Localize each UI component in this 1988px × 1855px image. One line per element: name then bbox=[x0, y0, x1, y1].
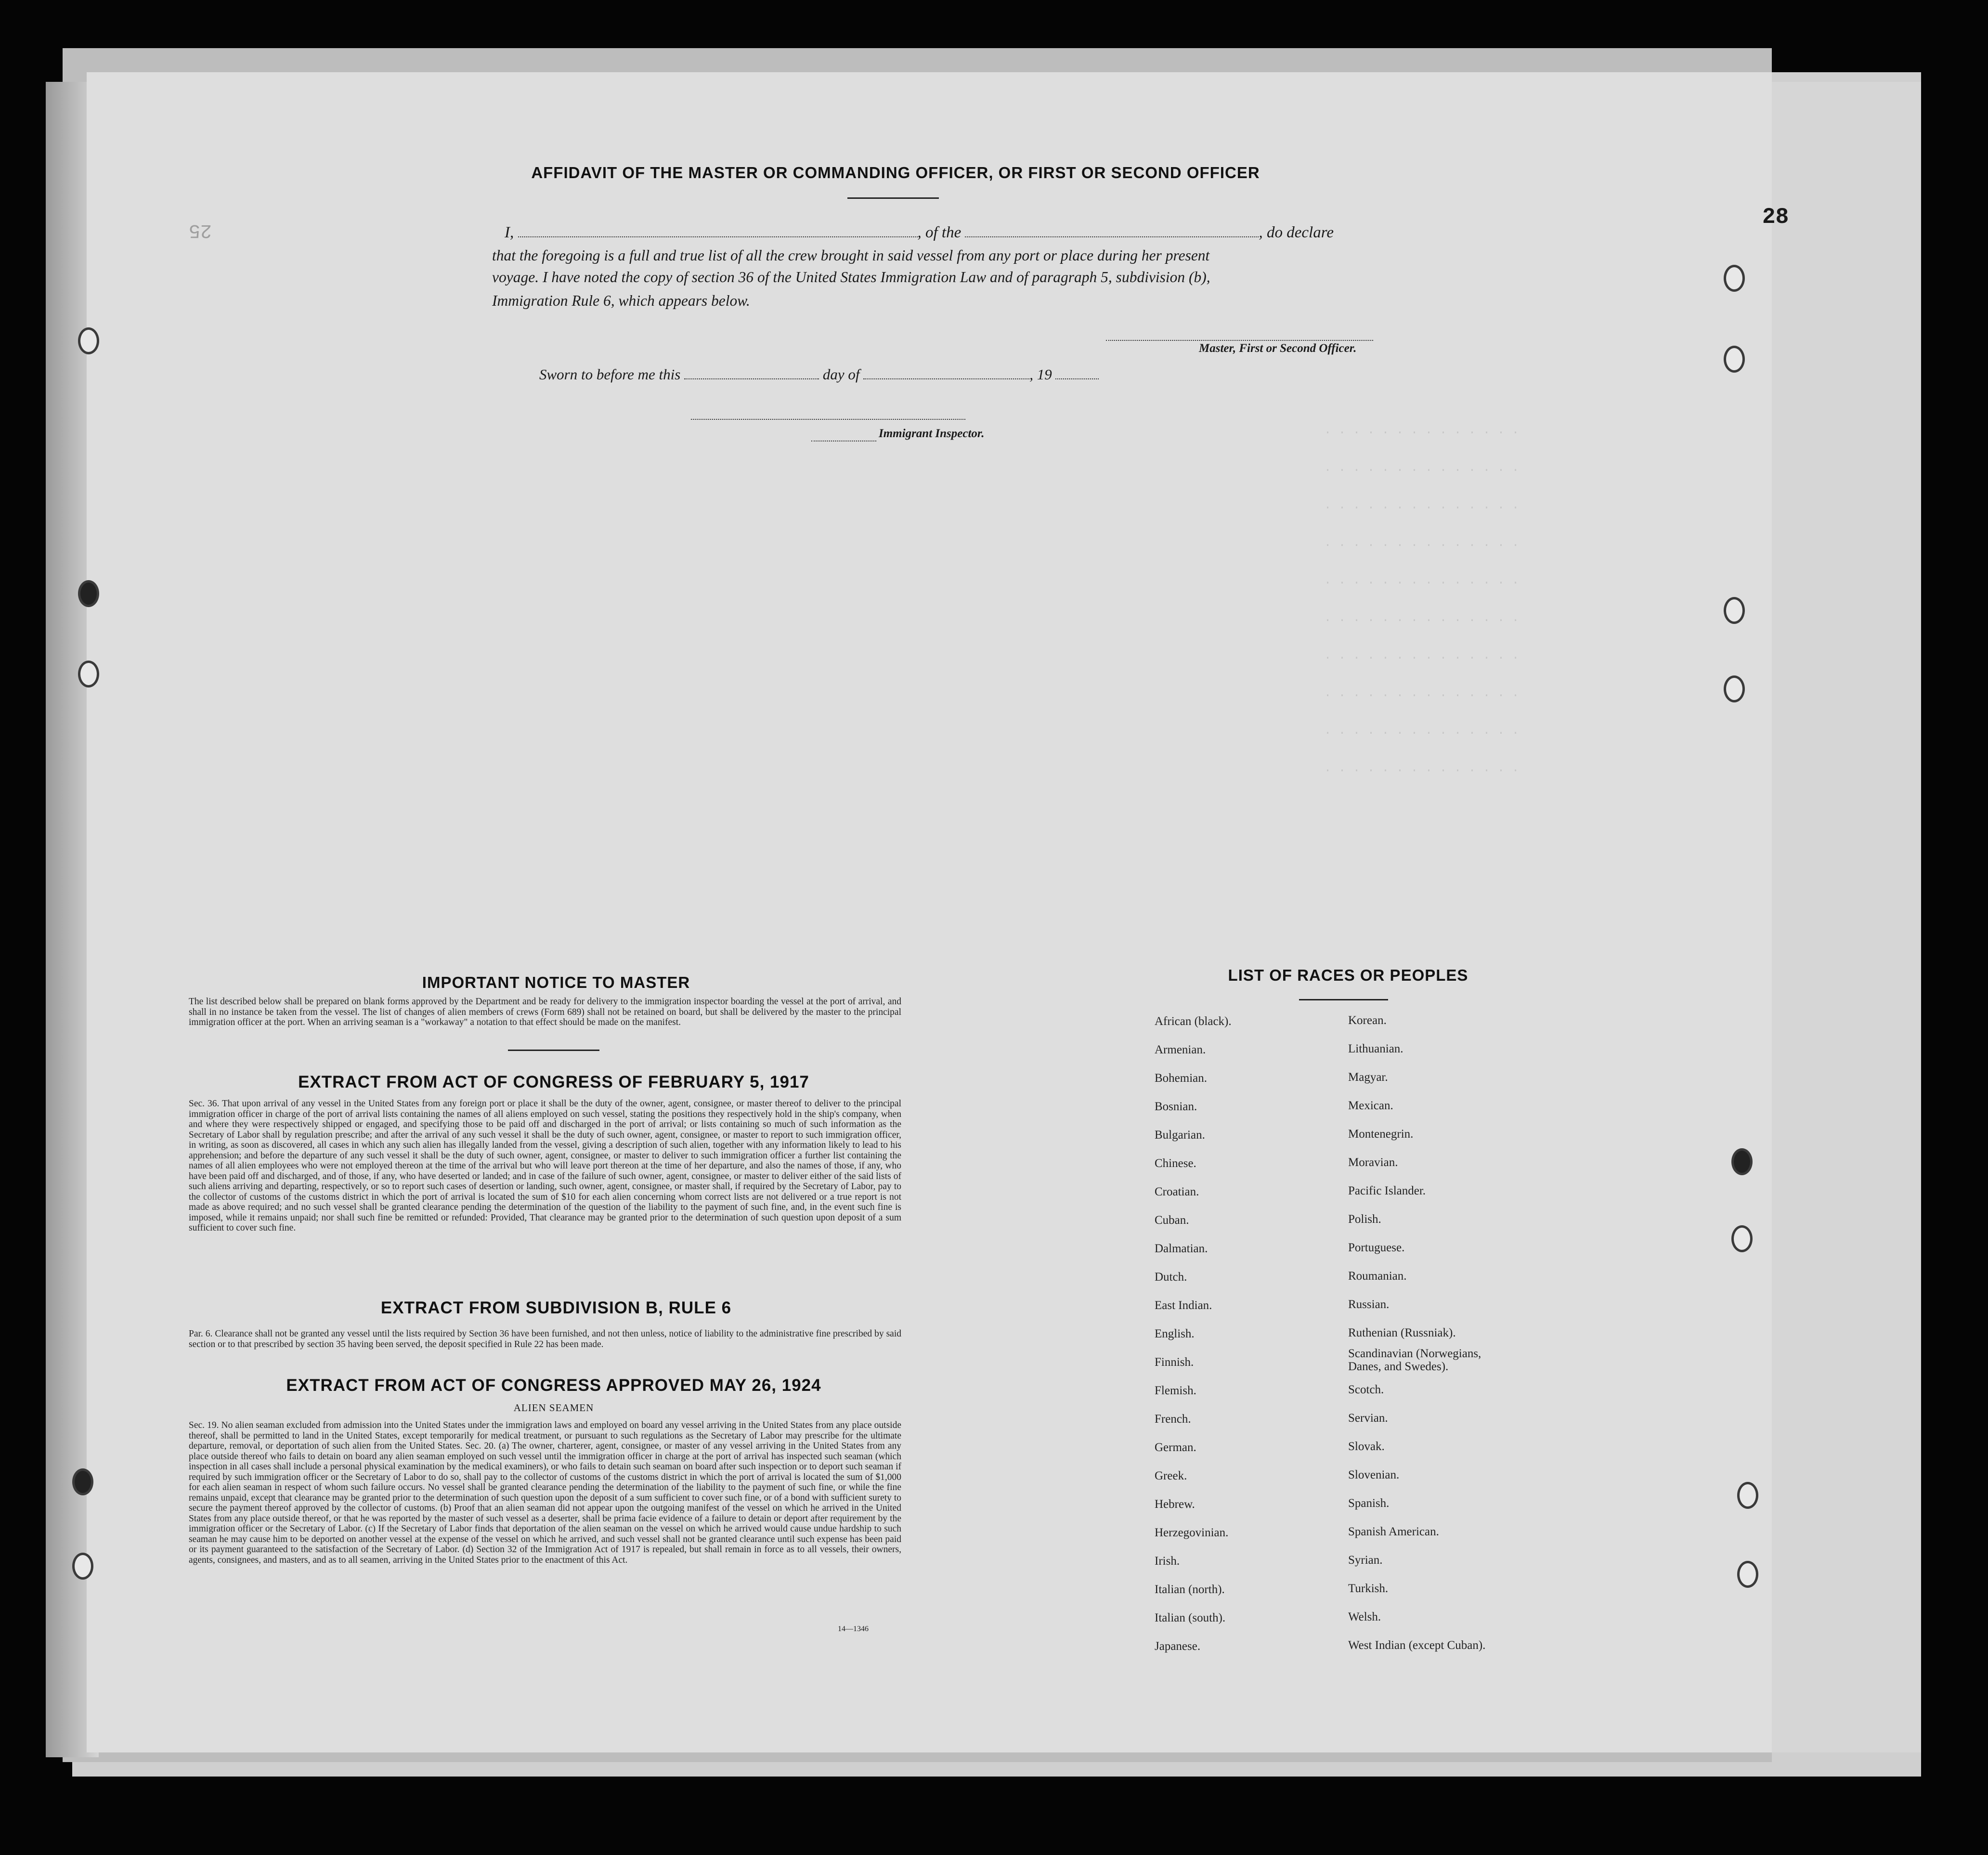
sworn-year: , 19 bbox=[1029, 366, 1052, 383]
sworn-text: Sworn to before me this bbox=[539, 366, 681, 383]
race-item: English. bbox=[1155, 1327, 1195, 1340]
extract-1924-text: Sec. 19. No alien seaman excluded from admission into the United States under the immigration laws and employed on board any vessel arriving in the United States from any place outside thereof, shall be permitted to land in the United States, except temporarily for medical treatment, or pursuant to such regulations as the Secretary of Labor may prescribe for the ultimate departure, removal, or deportation of such alien from the United States. Sec. 20. (a) The owner, charterer, agent, consignee, or master of any vessel arriving in the United States from any place outside thereof who fails to detain on board any alien seaman employed on such vessel until the immigration officer in charge at the port of arrival has inspected such seaman (which inspection in all cases shall include a personal physical examination by the medical examiners), or who fails to detain such seaman on board after such inspection or to deport such seaman if required by such immigration officer or the Secretary of Labor to do so, shall pay to the collector of customs of the customs district in which the port of arrival is located the sum of $1,000 for each alien seaman in respect of whom such failure occurs. No vessel shall be granted clearance pending the determination of the liability to the payment of such fine, or while the fine remains unpaid, except that clearance may be granted prior to the determination of such question upon the deposit of a sum sufficient to cover such fine, or of a bond with sufficient surety to secure the payment thereof approved by the collector of customs. (b) Proof that an alien seaman did not appear upon the outgoing manifest of the vessel on which he arrived in the United States from any place outside thereof, or that he was reported by the master of such vessel as a deserter, shall be prima facie evidence of a failure to detain or deport after requirement by the immigration officer or the Secretary of Labor. (c) If the Secretary of Labor finds that deportation of the alien seaman on the vessel on which he arrived would cause undue hardship to such seaman he may cause him to be deported on another vessel at the expense of the vessel on which he arrived, and such vessel shall not be granted clearance until such expense has been paid or its payment guaranteed to the satisfaction of the Secretary of Labor. (d) Section 32 of the Immigration Act of 1917 is repealed, but shall remain in force as to all vessels, their owners, agents, consignees, and masters, and as to all seamen, arriving in the United States prior to the enactment of this Act. bbox=[189, 1420, 901, 1565]
punch-hole-icon bbox=[1724, 265, 1745, 292]
punch-hole-icon bbox=[1737, 1561, 1758, 1588]
race-item: Turkish. bbox=[1348, 1582, 1389, 1595]
race-item: Scandinavian (Norwegians, Danes, and Swedes). bbox=[1348, 1347, 1481, 1373]
race-item: Moravian. bbox=[1348, 1156, 1398, 1169]
race-item: Hebrew. bbox=[1155, 1498, 1195, 1511]
affidavit-i: I, bbox=[505, 224, 514, 241]
punch-hole-icon bbox=[78, 661, 99, 688]
punch-hole-icon bbox=[1724, 597, 1745, 624]
race-item: Spanish American. bbox=[1348, 1525, 1439, 1538]
punch-hole-icon bbox=[72, 1468, 93, 1495]
race-item: Spanish. bbox=[1348, 1497, 1390, 1510]
signature-line[interactable] bbox=[1106, 340, 1373, 341]
sworn-day-blank[interactable] bbox=[684, 378, 819, 379]
race-item: Finnish. bbox=[1155, 1356, 1194, 1369]
sworn-year-blank[interactable] bbox=[1055, 378, 1099, 379]
race-item: Mexican. bbox=[1348, 1099, 1393, 1112]
race-item: Armenian. bbox=[1155, 1043, 1206, 1056]
race-item: Welsh. bbox=[1348, 1610, 1381, 1623]
extract-1917-text: Sec. 36. That upon arrival of any vessel in the United States from any foreign port or place it shall be the duty of the owner, agent, consignee, or master thereof to deliver to the principal immigration officer in charge of the port of arrival lists containing the names of all aliens employed on such vessel, stating the positions they respectively hold in the ship's company, when and where they were respectively shipped or engaged, and specifying those to be paid off and discharged in the port of arrival; or lists containing so much of such information as the Secretary of Labor shall by regulation prescribe; and after the arrival of any such vessel it shall be the duty of such owner, agent, consignee, or master to report to such immigration officer, in writing, as soon as discovered, all cases in which any such alien has illegally landed from the vessel, giving a description of such alien, together with any information likely to lead to his apprehension; and before the departure of any such vessel it shall be the duty of such owner, agent, consignee, or master to deliver to such immigration officer a further list containing the names of all alien employees who were not employed thereon at the time of the arrival but who will leave port thereon at the time of her departure, and also the names of those, if any, who have been paid off and discharged, and of those, if any, who have deserted or landed; and in case of the failure of such owner, agent, consignee, or master to deliver either of the said lists of such aliens arriving and departing, respectively, or so to report such cases of desertion or landing, such owner, agent, consignee, or master shall, if required by the Secretary of Labor, pay to the collector of customs of the customs district in which the port of arrival is located the sum of $10 for each alien concerning whom correct lists are not delivered or a true report is not made as above required; and no such vessel shall be granted clearance pending the determination of the question of the liability to the payment of such fine, and, in the event such fine is imposed, while it remains unpaid; nor shall such fine be remitted or refunded: Provided, That clearance may be granted prior to the determination of such question upon deposit of a sum sufficient to cover such fine. bbox=[189, 1099, 901, 1233]
punch-hole-icon bbox=[1731, 1225, 1753, 1252]
affidavit-line-1 bbox=[505, 224, 1334, 242]
next-page-edge bbox=[1762, 82, 1921, 1752]
race-item: East Indian. bbox=[1155, 1299, 1212, 1312]
sworn-day-of: day of bbox=[822, 366, 860, 383]
rule-6-title: EXTRACT FROM SUBDIVISION B, RULE 6 bbox=[380, 1298, 732, 1317]
race-item: French. bbox=[1155, 1413, 1191, 1426]
race-item: Lithuanian. bbox=[1348, 1042, 1403, 1055]
notice-rule bbox=[508, 1050, 599, 1051]
race-item: Magyar. bbox=[1348, 1071, 1388, 1084]
race-item: Syrian. bbox=[1348, 1554, 1383, 1567]
race-item: West Indian (except Cuban). bbox=[1348, 1639, 1486, 1652]
race-item: Servian. bbox=[1348, 1412, 1388, 1425]
race-item: Korean. bbox=[1348, 1014, 1387, 1027]
race-item: Slovak. bbox=[1348, 1440, 1385, 1453]
notice-title: IMPORTANT NOTICE TO MASTER bbox=[422, 973, 690, 991]
races-left-column bbox=[1155, 1007, 1328, 1660]
extract-1924-title: EXTRACT FROM ACT OF CONGRESS APPROVED MAY 26, 1924 bbox=[286, 1376, 821, 1395]
inspector-signature-line[interactable] bbox=[691, 419, 965, 420]
left-margin-number: 25 bbox=[189, 219, 212, 241]
affidavit-do-declare: , do declare bbox=[1259, 224, 1334, 241]
affidavit-line-3: voyage. I have noted the copy of section 36 of the United States Immigration Law and of paragraph 5, subdivision (b), bbox=[492, 269, 1210, 285]
race-item: Scotch. bbox=[1348, 1383, 1384, 1396]
race-item: Croatian. bbox=[1155, 1185, 1199, 1198]
race-item: Polish. bbox=[1348, 1213, 1381, 1226]
race-item: Bulgarian. bbox=[1155, 1129, 1205, 1142]
races-right-column bbox=[1348, 1006, 1550, 1660]
signature-caption: Master, First or Second Officer. bbox=[1199, 342, 1357, 355]
sworn-line bbox=[539, 366, 1099, 383]
notice-text: The list described below shall be prepared on blank forms approved by the Department and be ready for delivery to the immigration inspector boarding the vessel at the port of arrival, and shall in no instance be taken from the vessel. The list of changes of alien members of crews (Form 689) shall not be retained on board, but shall be delivered by the master to the principal immigration officer at the port. When an arriving seaman is a "workaway" a notation to that effect should be made on the manifest. bbox=[189, 997, 901, 1027]
punch-hole-icon bbox=[78, 580, 99, 607]
race-item: Cuban. bbox=[1155, 1214, 1189, 1227]
race-item: Italian (north). bbox=[1155, 1583, 1225, 1596]
race-item: Italian (south). bbox=[1155, 1611, 1226, 1624]
affidavit-title-rule bbox=[847, 197, 939, 199]
race-item: Bosnian. bbox=[1155, 1100, 1197, 1113]
bleed-through: · · · · · · · · · · · · · · · · · · · · · · · · · · · · · · · · · · · · · · · · · · · · · · · · · · · · · · · · · · · · · · · · · · · · · · · · · · · · · · · · · · · · · · · · · · · · · · · · · · · · · · · · · · · · · · · · · · · · · · · · · · · · · · · · · · · · · · · · · · · · bbox=[1324, 426, 1520, 778]
alien-seamen-subtitle: ALIEN SEAMEN bbox=[513, 1402, 594, 1414]
race-item: African (black). bbox=[1155, 1015, 1232, 1028]
race-item: Herzegovinian. bbox=[1155, 1526, 1229, 1539]
race-item: Roumanian. bbox=[1348, 1270, 1407, 1283]
race-item: Irish. bbox=[1155, 1555, 1180, 1568]
race-item: German. bbox=[1155, 1441, 1196, 1454]
punch-hole-icon bbox=[78, 327, 99, 354]
race-item: Chinese. bbox=[1155, 1157, 1196, 1170]
punch-hole-icon bbox=[1724, 675, 1745, 702]
race-item: Ruthenian (Russniak). bbox=[1348, 1326, 1456, 1339]
inspector-caption: Immigrant Inspector. bbox=[879, 427, 985, 440]
affidavit-line-4: Immigration Rule 6, which appears below. bbox=[492, 292, 750, 309]
punch-hole-icon bbox=[1737, 1482, 1758, 1509]
race-item: Portuguese. bbox=[1348, 1241, 1405, 1254]
punch-hole-icon bbox=[1731, 1148, 1753, 1175]
rule-6-text: Par. 6. Clearance shall not be granted any vessel until the lists required by Section 36 have been furnished, and not then unless, notice of liability to the administrative fine prescribed by said section or to that prescribed by section 35 having been served, the deposit specified in Rule 22 has been made. bbox=[189, 1329, 901, 1349]
race-item: Greek. bbox=[1155, 1469, 1187, 1482]
race-item: Dalmatian. bbox=[1155, 1242, 1208, 1255]
races-title: LIST OF RACES OR PEOPLES bbox=[1228, 966, 1468, 984]
race-item: Flemish. bbox=[1155, 1384, 1196, 1397]
race-item: Japanese. bbox=[1155, 1640, 1201, 1653]
form-number: 14—1346 bbox=[838, 1625, 869, 1633]
vessel-name-blank[interactable] bbox=[965, 236, 1259, 237]
race-item: Montenegrin. bbox=[1348, 1128, 1414, 1141]
race-item: Bohemian. bbox=[1155, 1072, 1208, 1085]
extract-1917-title: EXTRACT FROM ACT OF CONGRESS OF FEBRUARY 5, 1917 bbox=[298, 1073, 809, 1091]
affidavit-title: AFFIDAVIT OF THE MASTER OR COMMANDING OFFICER, OR FIRST OR SECOND OFFICER bbox=[531, 164, 1260, 182]
race-item: Dutch. bbox=[1155, 1271, 1187, 1284]
punch-hole-icon bbox=[1724, 346, 1745, 373]
affidavit-line-2: that the foregoing is a full and true list of all the crew brought in said vessel from any port or place during her present bbox=[492, 247, 1210, 264]
race-item: Pacific Islander. bbox=[1348, 1184, 1426, 1197]
race-item: Slovenian. bbox=[1348, 1468, 1400, 1481]
punch-hole-icon bbox=[72, 1553, 93, 1580]
right-margin-number: 28 bbox=[1762, 205, 1789, 230]
name-blank[interactable] bbox=[518, 236, 918, 237]
affidavit-of-the: , of the bbox=[917, 224, 962, 241]
sworn-month-blank[interactable] bbox=[863, 378, 1029, 379]
race-item: Russian. bbox=[1348, 1298, 1390, 1311]
races-title-rule bbox=[1299, 999, 1388, 1000]
